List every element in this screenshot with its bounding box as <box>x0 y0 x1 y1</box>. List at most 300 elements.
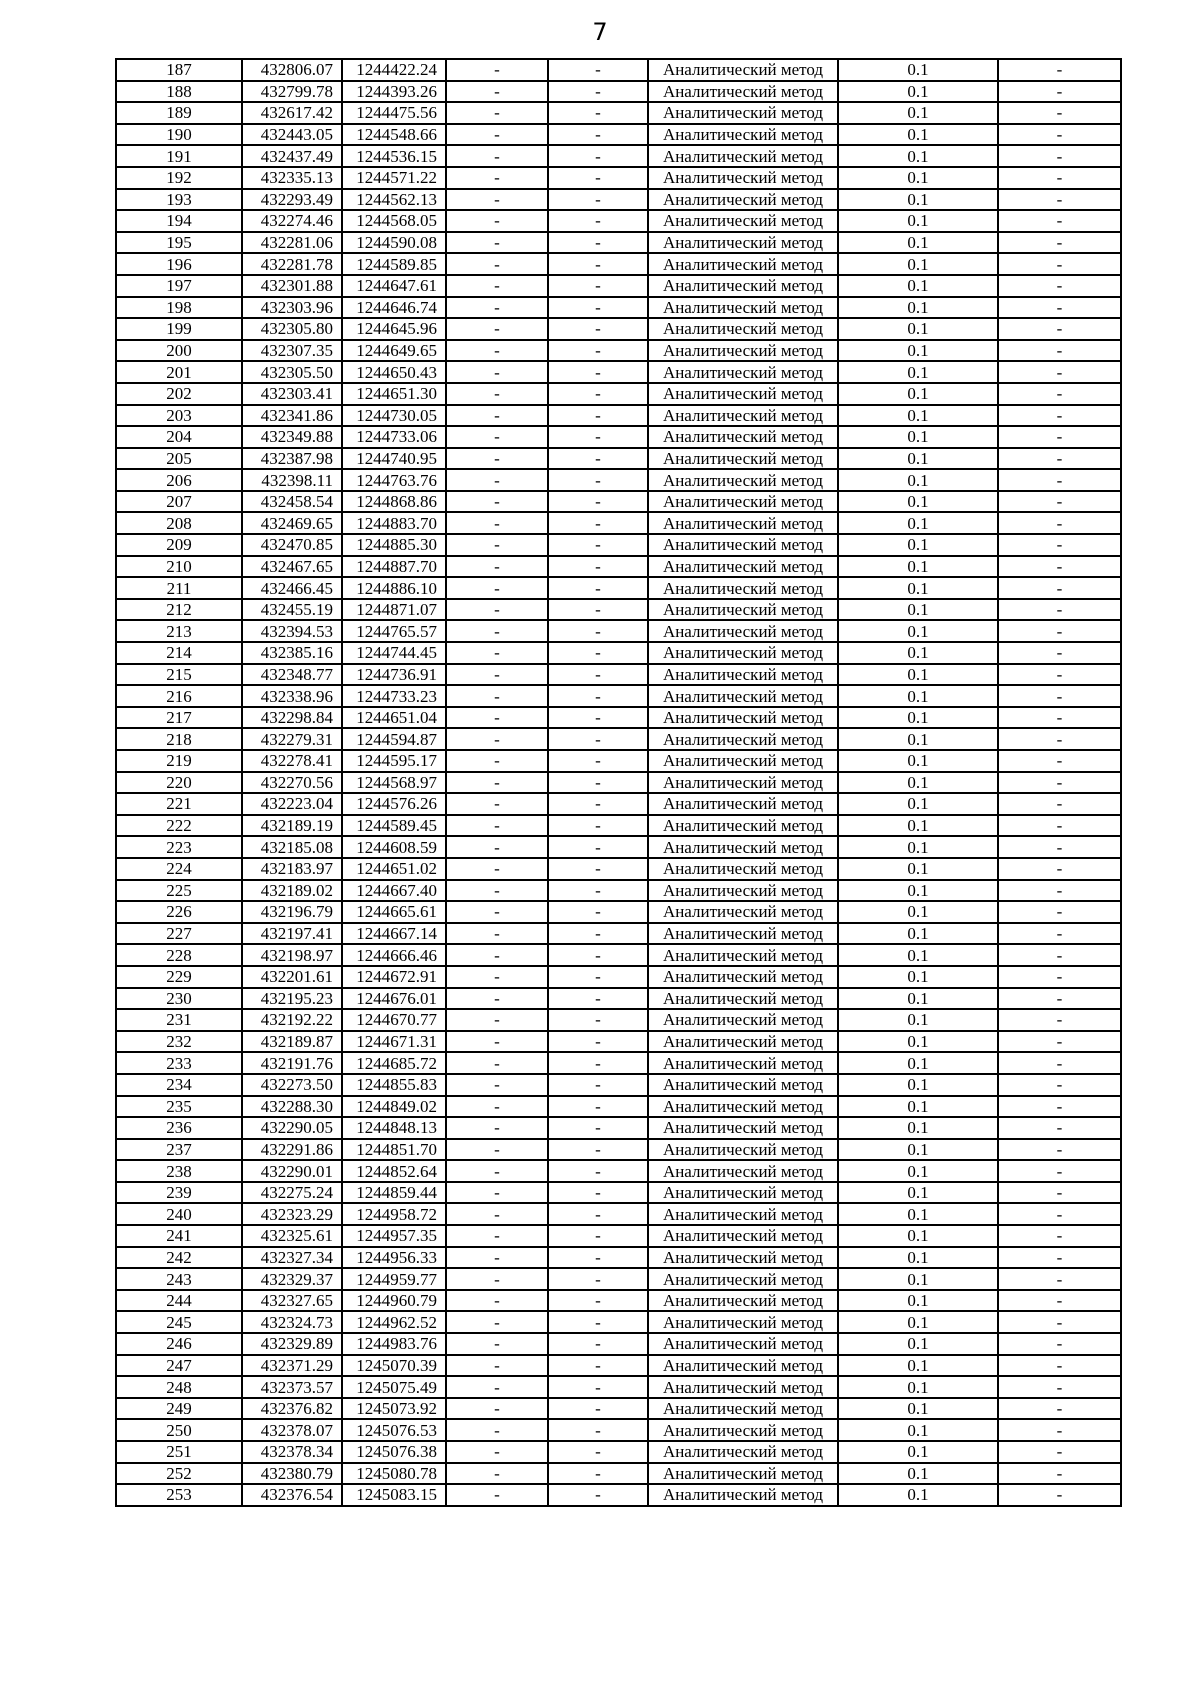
point-number-cell: 214 <box>116 642 242 664</box>
dash-cell: - <box>998 599 1121 621</box>
accuracy-cell: 0.1 <box>838 556 998 578</box>
table-row <box>116 361 1121 383</box>
table-row <box>116 1247 1121 1269</box>
method-cell: Аналитический метод <box>648 1031 838 1053</box>
method-cell: Аналитический метод <box>648 1311 838 1333</box>
x-coordinate-cell: 432324.73 <box>242 1311 342 1333</box>
dash-cell: - <box>548 167 648 189</box>
dash-cell: - <box>548 858 648 880</box>
dash-cell: - <box>548 1333 648 1355</box>
x-coordinate-cell: 432348.77 <box>242 664 342 686</box>
point-number-cell: 225 <box>116 880 242 902</box>
table-row <box>116 858 1121 880</box>
dash-cell: - <box>548 1139 648 1161</box>
dash-cell: - <box>998 944 1121 966</box>
x-coordinate-cell: 432338.96 <box>242 685 342 707</box>
dash-cell: - <box>446 1333 548 1355</box>
table-row <box>116 59 1121 81</box>
method-cell: Аналитический метод <box>648 469 838 491</box>
dash-cell: - <box>446 1160 548 1182</box>
x-coordinate-cell: 432305.80 <box>242 318 342 340</box>
x-coordinate-cell: 432223.04 <box>242 793 342 815</box>
point-number-cell: 247 <box>116 1355 242 1377</box>
accuracy-cell: 0.1 <box>838 232 998 254</box>
dash-cell: - <box>998 1290 1121 1312</box>
dash-cell: - <box>548 642 648 664</box>
y-coordinate-cell: 1244733.23 <box>342 685 446 707</box>
dash-cell: - <box>998 340 1121 362</box>
y-coordinate-cell: 1244871.07 <box>342 599 446 621</box>
dash-cell: - <box>998 1052 1121 1074</box>
y-coordinate-cell: 1244736.91 <box>342 664 446 686</box>
method-cell: Аналитический метод <box>648 102 838 124</box>
dash-cell: - <box>998 1160 1121 1182</box>
x-coordinate-cell: 432307.35 <box>242 340 342 362</box>
dash-cell: - <box>446 1096 548 1118</box>
dash-cell: - <box>998 1419 1121 1441</box>
method-cell: Аналитический метод <box>648 297 838 319</box>
accuracy-cell: 0.1 <box>838 512 998 534</box>
point-number-cell: 206 <box>116 469 242 491</box>
table-row <box>116 1419 1121 1441</box>
dash-cell: - <box>548 1441 648 1463</box>
y-coordinate-cell: 1244852.64 <box>342 1160 446 1182</box>
table-row <box>116 189 1121 211</box>
point-number-cell: 237 <box>116 1139 242 1161</box>
point-number-cell: 228 <box>116 944 242 966</box>
dash-cell: - <box>998 836 1121 858</box>
accuracy-cell: 0.1 <box>838 275 998 297</box>
dash-cell: - <box>548 620 648 642</box>
method-cell: Аналитический метод <box>648 707 838 729</box>
x-coordinate-cell: 432376.54 <box>242 1484 342 1506</box>
accuracy-cell: 0.1 <box>838 1225 998 1247</box>
point-number-cell: 222 <box>116 815 242 837</box>
y-coordinate-cell: 1244685.72 <box>342 1052 446 1074</box>
accuracy-cell: 0.1 <box>838 1182 998 1204</box>
y-coordinate-cell: 1244676.01 <box>342 988 446 1010</box>
x-coordinate-cell: 432290.05 <box>242 1117 342 1139</box>
dash-cell: - <box>998 685 1121 707</box>
dash-cell: - <box>446 1463 548 1485</box>
accuracy-cell: 0.1 <box>838 124 998 146</box>
dash-cell: - <box>548 966 648 988</box>
dash-cell: - <box>998 728 1121 750</box>
dash-cell: - <box>446 1247 548 1269</box>
point-number-cell: 227 <box>116 923 242 945</box>
y-coordinate-cell: 1244740.95 <box>342 448 446 470</box>
x-coordinate-cell: 432327.34 <box>242 1247 342 1269</box>
point-number-cell: 235 <box>116 1096 242 1118</box>
method-cell: Аналитический метод <box>648 491 838 513</box>
table-row <box>116 685 1121 707</box>
accuracy-cell: 0.1 <box>838 318 998 340</box>
point-number-cell: 217 <box>116 707 242 729</box>
y-coordinate-cell: 1244646.74 <box>342 297 446 319</box>
method-cell: Аналитический метод <box>648 966 838 988</box>
table-row <box>116 1333 1121 1355</box>
dash-cell: - <box>446 836 548 858</box>
x-coordinate-cell: 432197.41 <box>242 923 342 945</box>
accuracy-cell: 0.1 <box>838 1290 998 1312</box>
dash-cell: - <box>446 512 548 534</box>
table-row <box>116 1182 1121 1204</box>
dash-cell: - <box>446 750 548 772</box>
x-coordinate-cell: 432191.76 <box>242 1052 342 1074</box>
dash-cell: - <box>998 361 1121 383</box>
dash-cell: - <box>446 1203 548 1225</box>
accuracy-cell: 0.1 <box>838 1441 998 1463</box>
accuracy-cell: 0.1 <box>838 728 998 750</box>
x-coordinate-cell: 432466.45 <box>242 577 342 599</box>
point-number-cell: 193 <box>116 189 242 211</box>
method-cell: Аналитический метод <box>648 405 838 427</box>
dash-cell: - <box>998 923 1121 945</box>
x-coordinate-cell: 432470.85 <box>242 534 342 556</box>
x-coordinate-cell: 432371.29 <box>242 1355 342 1377</box>
x-coordinate-cell: 432189.87 <box>242 1031 342 1053</box>
y-coordinate-cell: 1244886.10 <box>342 577 446 599</box>
y-coordinate-cell: 1244983.76 <box>342 1333 446 1355</box>
dash-cell: - <box>998 210 1121 232</box>
method-cell: Аналитический метод <box>648 534 838 556</box>
point-number-cell: 205 <box>116 448 242 470</box>
coordinates-table <box>115 58 1122 1507</box>
x-coordinate-cell: 432378.34 <box>242 1441 342 1463</box>
x-coordinate-cell: 432329.89 <box>242 1333 342 1355</box>
dash-cell: - <box>998 966 1121 988</box>
table-row <box>116 1139 1121 1161</box>
table-row <box>116 1074 1121 1096</box>
method-cell: Аналитический метод <box>648 728 838 750</box>
method-cell: Аналитический метод <box>648 1376 838 1398</box>
y-coordinate-cell: 1244590.08 <box>342 232 446 254</box>
table-row <box>116 1052 1121 1074</box>
point-number-cell: 238 <box>116 1160 242 1182</box>
dash-cell: - <box>548 124 648 146</box>
method-cell: Аналитический метод <box>648 59 838 81</box>
dash-cell: - <box>446 426 548 448</box>
dash-cell: - <box>998 124 1121 146</box>
dash-cell: - <box>998 901 1121 923</box>
method-cell: Аналитический метод <box>648 1096 838 1118</box>
method-cell: Аналитический метод <box>648 815 838 837</box>
table-row <box>116 728 1121 750</box>
y-coordinate-cell: 1244568.05 <box>342 210 446 232</box>
accuracy-cell: 0.1 <box>838 297 998 319</box>
y-coordinate-cell: 1244667.14 <box>342 923 446 945</box>
x-coordinate-cell: 432387.98 <box>242 448 342 470</box>
dash-cell: - <box>548 1463 648 1485</box>
y-coordinate-cell: 1244647.61 <box>342 275 446 297</box>
table-row <box>116 815 1121 837</box>
dash-cell: - <box>446 448 548 470</box>
table-row <box>116 1268 1121 1290</box>
dash-cell: - <box>548 145 648 167</box>
table-row <box>116 966 1121 988</box>
point-number-cell: 229 <box>116 966 242 988</box>
page-number: 7 <box>592 18 608 46</box>
method-cell: Аналитический метод <box>648 340 838 362</box>
x-coordinate-cell: 432469.65 <box>242 512 342 534</box>
dash-cell: - <box>998 253 1121 275</box>
x-coordinate-cell: 432380.79 <box>242 1463 342 1485</box>
x-coordinate-cell: 432293.49 <box>242 189 342 211</box>
method-cell: Аналитический метод <box>648 426 838 448</box>
table-row <box>116 1203 1121 1225</box>
y-coordinate-cell: 1244422.24 <box>342 59 446 81</box>
dash-cell: - <box>548 901 648 923</box>
accuracy-cell: 0.1 <box>838 167 998 189</box>
dash-cell: - <box>998 1117 1121 1139</box>
dash-cell: - <box>446 815 548 837</box>
accuracy-cell: 0.1 <box>838 534 998 556</box>
dash-cell: - <box>548 1290 648 1312</box>
dash-cell: - <box>548 1311 648 1333</box>
method-cell: Аналитический метод <box>648 1419 838 1441</box>
dash-cell: - <box>446 1268 548 1290</box>
point-number-cell: 223 <box>116 836 242 858</box>
y-coordinate-cell: 1244671.31 <box>342 1031 446 1053</box>
accuracy-cell: 0.1 <box>838 750 998 772</box>
table-row <box>116 448 1121 470</box>
table-row <box>116 620 1121 642</box>
x-coordinate-cell: 432458.54 <box>242 491 342 513</box>
dash-cell: - <box>998 815 1121 837</box>
point-number-cell: 190 <box>116 124 242 146</box>
dash-cell: - <box>548 750 648 772</box>
table-row <box>116 750 1121 772</box>
y-coordinate-cell: 1244649.65 <box>342 340 446 362</box>
dash-cell: - <box>446 1182 548 1204</box>
accuracy-cell: 0.1 <box>838 1139 998 1161</box>
y-coordinate-cell: 1244855.83 <box>342 1074 446 1096</box>
dash-cell: - <box>446 1074 548 1096</box>
accuracy-cell: 0.1 <box>838 880 998 902</box>
dash-cell: - <box>446 707 548 729</box>
x-coordinate-cell: 432189.02 <box>242 880 342 902</box>
table-row <box>116 880 1121 902</box>
y-coordinate-cell: 1244548.66 <box>342 124 446 146</box>
y-coordinate-cell: 1244959.77 <box>342 1268 446 1290</box>
dash-cell: - <box>446 1376 548 1398</box>
accuracy-cell: 0.1 <box>838 966 998 988</box>
dash-cell: - <box>548 1355 648 1377</box>
method-cell: Аналитический метод <box>648 1333 838 1355</box>
y-coordinate-cell: 1245076.38 <box>342 1441 446 1463</box>
point-number-cell: 187 <box>116 59 242 81</box>
x-coordinate-cell: 432288.30 <box>242 1096 342 1118</box>
x-coordinate-cell: 432298.84 <box>242 707 342 729</box>
dash-cell: - <box>548 1419 648 1441</box>
table-row <box>116 210 1121 232</box>
method-cell: Аналитический метод <box>648 1398 838 1420</box>
y-coordinate-cell: 1244475.56 <box>342 102 446 124</box>
dash-cell: - <box>998 858 1121 880</box>
accuracy-cell: 0.1 <box>838 901 998 923</box>
dash-cell: - <box>446 1225 548 1247</box>
dash-cell: - <box>548 232 648 254</box>
table-row <box>116 944 1121 966</box>
y-coordinate-cell: 1244666.46 <box>342 944 446 966</box>
dash-cell: - <box>998 1203 1121 1225</box>
dash-cell: - <box>548 426 648 448</box>
dash-cell: - <box>446 793 548 815</box>
table-row <box>116 1484 1121 1506</box>
x-coordinate-cell: 432378.07 <box>242 1419 342 1441</box>
dash-cell: - <box>446 944 548 966</box>
y-coordinate-cell: 1244730.05 <box>342 405 446 427</box>
x-coordinate-cell: 432617.42 <box>242 102 342 124</box>
dash-cell: - <box>998 1398 1121 1420</box>
method-cell: Аналитический метод <box>648 685 838 707</box>
dash-cell: - <box>446 145 548 167</box>
dash-cell: - <box>446 275 548 297</box>
x-coordinate-cell: 432185.08 <box>242 836 342 858</box>
y-coordinate-cell: 1244594.87 <box>342 728 446 750</box>
y-coordinate-cell: 1245070.39 <box>342 1355 446 1377</box>
dash-cell: - <box>446 167 548 189</box>
point-number-cell: 219 <box>116 750 242 772</box>
dash-cell: - <box>548 988 648 1010</box>
dash-cell: - <box>998 1268 1121 1290</box>
x-coordinate-cell: 432303.96 <box>242 297 342 319</box>
dash-cell: - <box>446 124 548 146</box>
accuracy-cell: 0.1 <box>838 210 998 232</box>
accuracy-cell: 0.1 <box>838 253 998 275</box>
method-cell: Аналитический метод <box>648 944 838 966</box>
point-number-cell: 253 <box>116 1484 242 1506</box>
dash-cell: - <box>998 880 1121 902</box>
point-number-cell: 242 <box>116 1247 242 1269</box>
dash-cell: - <box>998 405 1121 427</box>
x-coordinate-cell: 432303.41 <box>242 383 342 405</box>
table-row <box>116 642 1121 664</box>
dash-cell: - <box>446 923 548 945</box>
dash-cell: - <box>998 512 1121 534</box>
x-coordinate-cell: 432376.82 <box>242 1398 342 1420</box>
accuracy-cell: 0.1 <box>838 426 998 448</box>
accuracy-cell: 0.1 <box>838 793 998 815</box>
point-number-cell: 199 <box>116 318 242 340</box>
dash-cell: - <box>446 59 548 81</box>
table-row <box>116 1398 1121 1420</box>
point-number-cell: 236 <box>116 1117 242 1139</box>
table-row <box>116 1160 1121 1182</box>
method-cell: Аналитический метод <box>648 988 838 1010</box>
point-number-cell: 200 <box>116 340 242 362</box>
dash-cell: - <box>998 556 1121 578</box>
accuracy-cell: 0.1 <box>838 1009 998 1031</box>
point-number-cell: 251 <box>116 1441 242 1463</box>
dash-cell: - <box>998 1096 1121 1118</box>
accuracy-cell: 0.1 <box>838 469 998 491</box>
dash-cell: - <box>998 1247 1121 1269</box>
method-cell: Аналитический метод <box>648 772 838 794</box>
dash-cell: - <box>548 512 648 534</box>
dash-cell: - <box>548 1160 648 1182</box>
accuracy-cell: 0.1 <box>838 189 998 211</box>
dash-cell: - <box>998 318 1121 340</box>
dash-cell: - <box>998 642 1121 664</box>
accuracy-cell: 0.1 <box>838 1355 998 1377</box>
accuracy-cell: 0.1 <box>838 620 998 642</box>
table-row <box>116 253 1121 275</box>
y-coordinate-cell: 1244859.44 <box>342 1182 446 1204</box>
point-number-cell: 215 <box>116 664 242 686</box>
dash-cell: - <box>998 772 1121 794</box>
dash-cell: - <box>548 448 648 470</box>
table-body <box>116 59 1121 1506</box>
y-coordinate-cell: 1244962.52 <box>342 1311 446 1333</box>
dash-cell: - <box>998 1484 1121 1506</box>
accuracy-cell: 0.1 <box>838 1484 998 1506</box>
accuracy-cell: 0.1 <box>838 405 998 427</box>
table-row <box>116 102 1121 124</box>
dash-cell: - <box>446 253 548 275</box>
dash-cell: - <box>548 383 648 405</box>
x-coordinate-cell: 432279.31 <box>242 728 342 750</box>
y-coordinate-cell: 1244957.35 <box>342 1225 446 1247</box>
method-cell: Аналитический метод <box>648 361 838 383</box>
dash-cell: - <box>446 189 548 211</box>
dash-cell: - <box>998 988 1121 1010</box>
dash-cell: - <box>446 577 548 599</box>
dash-cell: - <box>548 469 648 491</box>
accuracy-cell: 0.1 <box>838 836 998 858</box>
dash-cell: - <box>548 1052 648 1074</box>
table-row <box>116 426 1121 448</box>
table-row <box>116 1096 1121 1118</box>
dash-cell: - <box>446 297 548 319</box>
accuracy-cell: 0.1 <box>838 1268 998 1290</box>
dash-cell: - <box>446 772 548 794</box>
y-coordinate-cell: 1244765.57 <box>342 620 446 642</box>
point-number-cell: 194 <box>116 210 242 232</box>
method-cell: Аналитический метод <box>648 901 838 923</box>
dash-cell: - <box>548 102 648 124</box>
dash-cell: - <box>446 340 548 362</box>
accuracy-cell: 0.1 <box>838 664 998 686</box>
y-coordinate-cell: 1244576.26 <box>342 793 446 815</box>
dash-cell: - <box>998 1311 1121 1333</box>
dash-cell: - <box>548 1484 648 1506</box>
table-row <box>116 318 1121 340</box>
x-coordinate-cell: 432198.97 <box>242 944 342 966</box>
dash-cell: - <box>446 880 548 902</box>
method-cell: Аналитический метод <box>648 599 838 621</box>
method-cell: Аналитический метод <box>648 880 838 902</box>
method-cell: Аналитический метод <box>648 1225 838 1247</box>
accuracy-cell: 0.1 <box>838 448 998 470</box>
method-cell: Аналитический метод <box>648 1203 838 1225</box>
x-coordinate-cell: 432443.05 <box>242 124 342 146</box>
accuracy-cell: 0.1 <box>838 340 998 362</box>
table-row <box>116 167 1121 189</box>
method-cell: Аналитический метод <box>648 1247 838 1269</box>
dash-cell: - <box>446 556 548 578</box>
y-coordinate-cell: 1245073.92 <box>342 1398 446 1420</box>
point-number-cell: 202 <box>116 383 242 405</box>
accuracy-cell: 0.1 <box>838 707 998 729</box>
y-coordinate-cell: 1245075.49 <box>342 1376 446 1398</box>
dash-cell: - <box>548 880 648 902</box>
dash-cell: - <box>446 361 548 383</box>
dash-cell: - <box>548 361 648 383</box>
method-cell: Аналитический метод <box>648 448 838 470</box>
accuracy-cell: 0.1 <box>838 923 998 945</box>
dash-cell: - <box>548 685 648 707</box>
